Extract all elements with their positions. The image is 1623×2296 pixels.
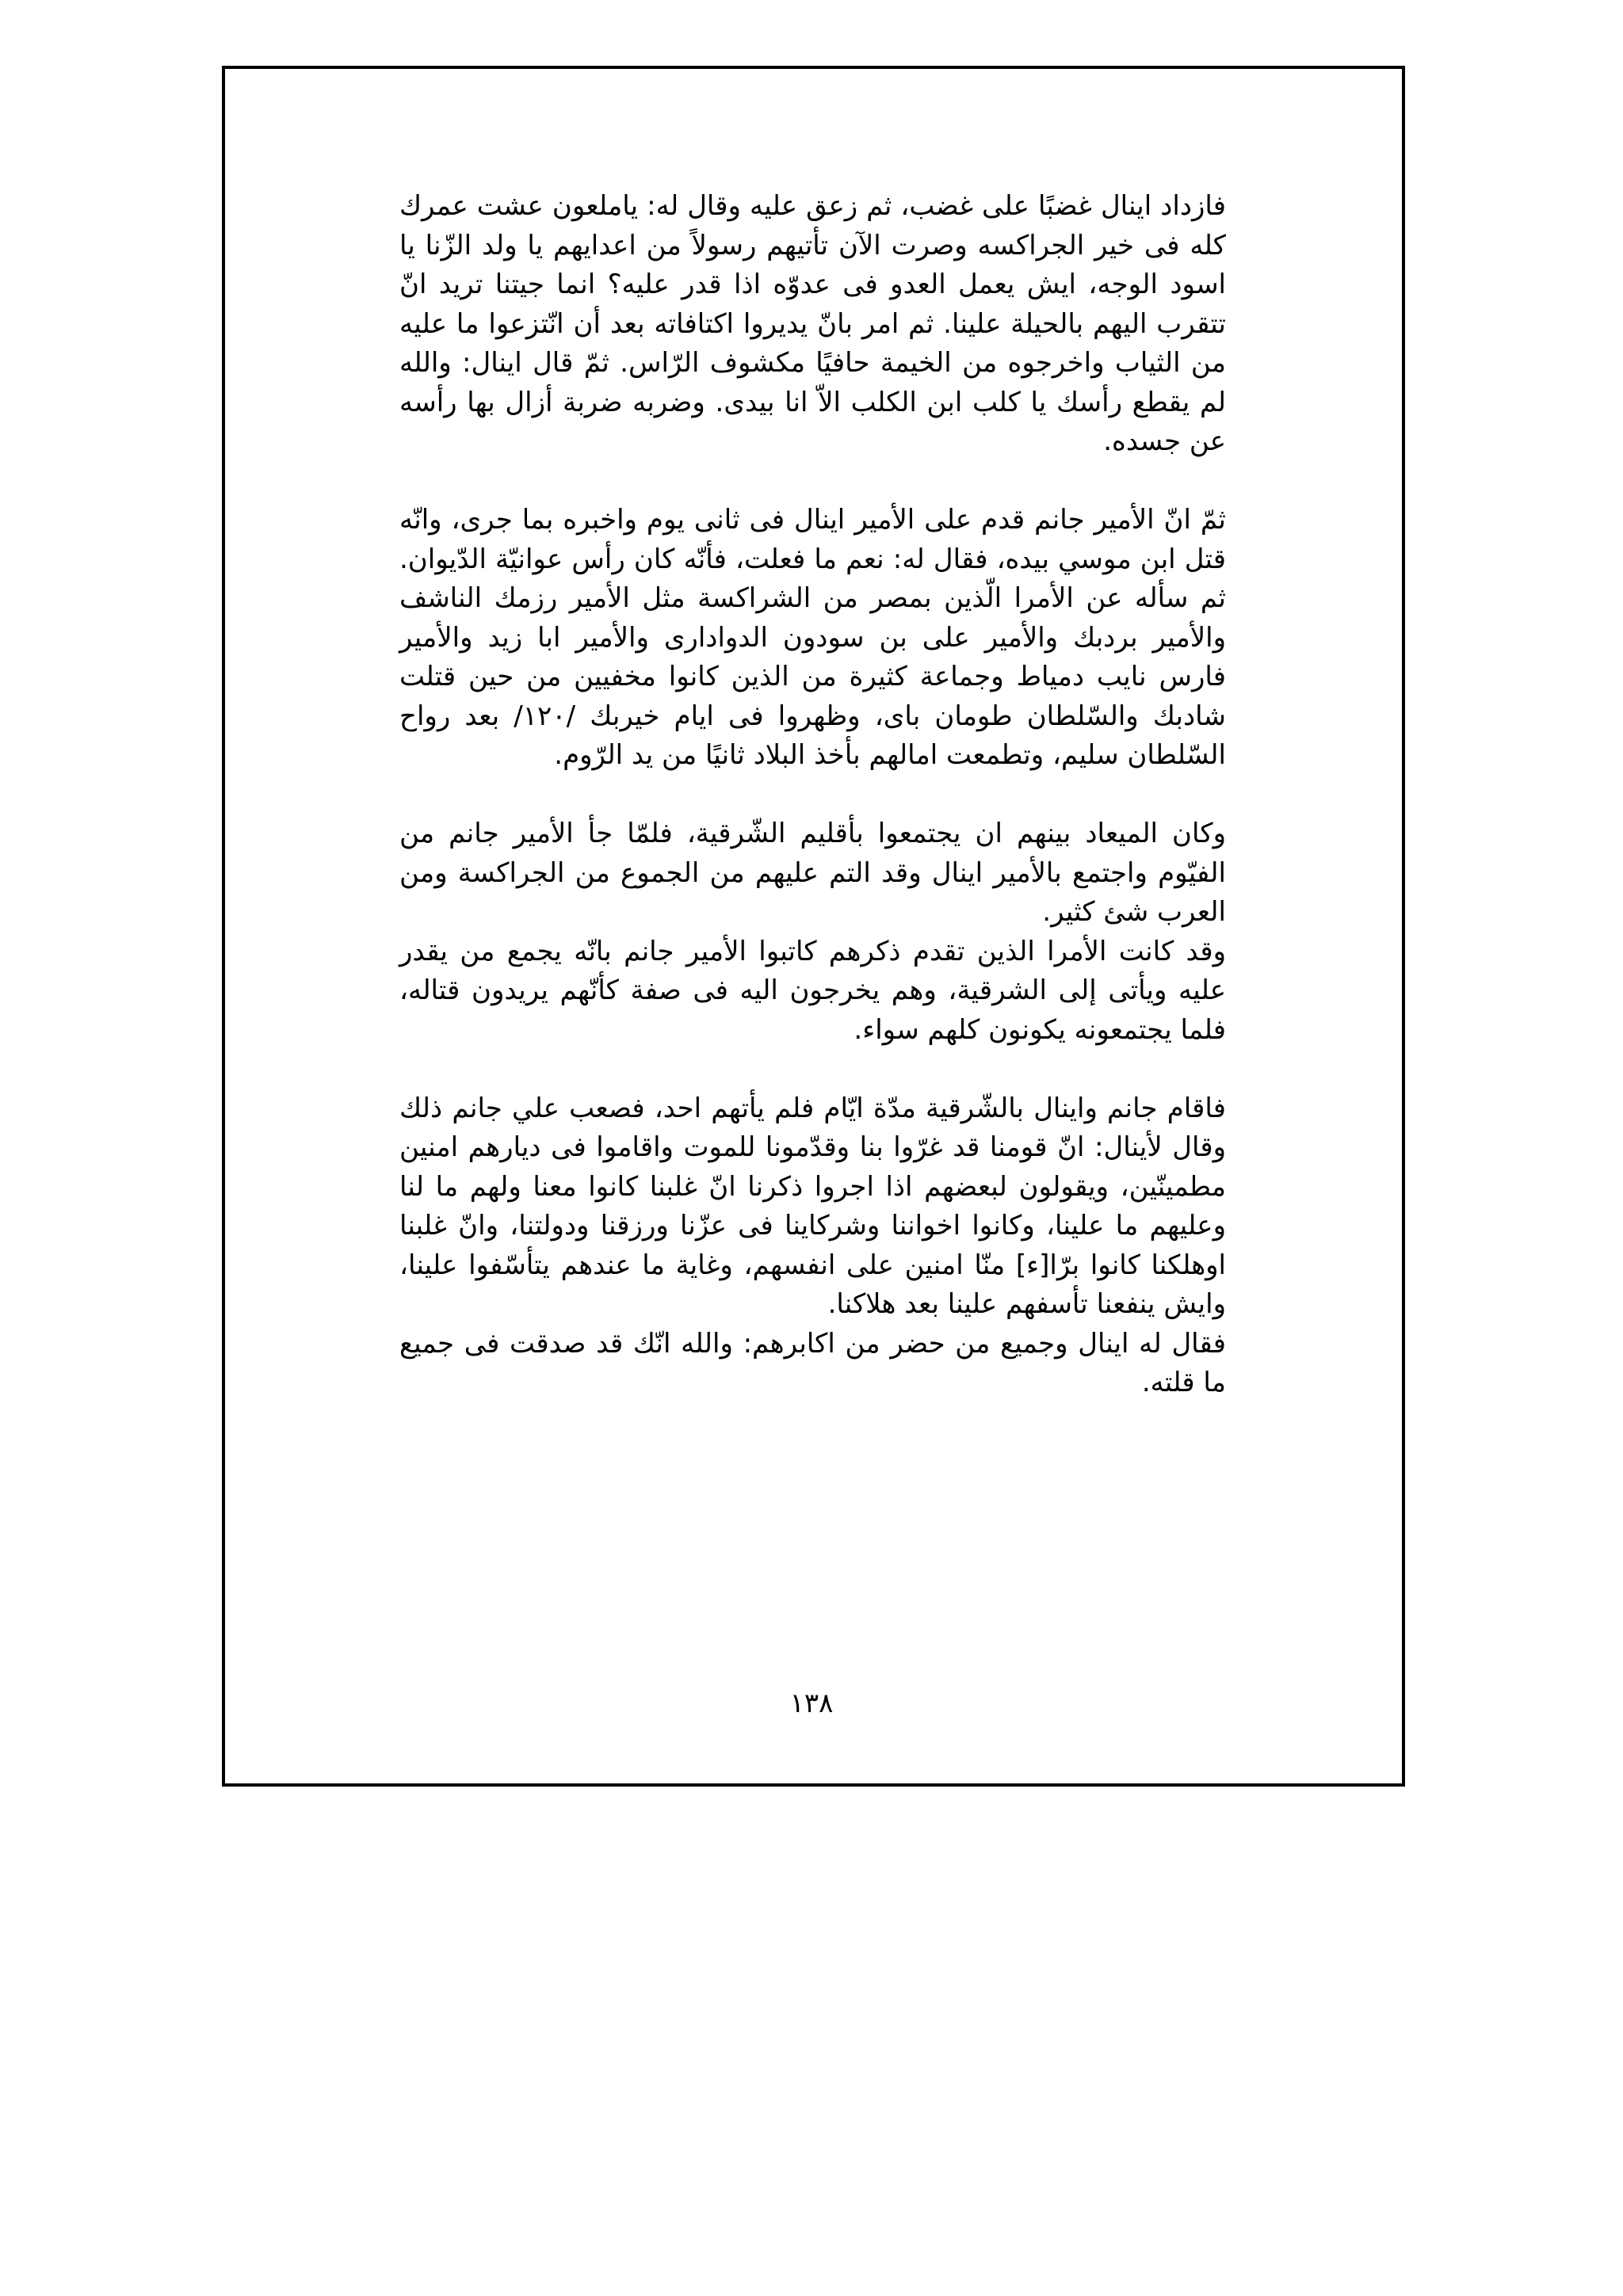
paragraph-gap	[399, 776, 1226, 815]
paragraph-gap	[399, 462, 1226, 502]
paragraph-1: فازداد اينال غضبًا على غضب، ثم زعق عليه وقال له: ياملعون عشت عمرك كله فى خير الجراكسه وصرت الآن تأتيهم رسولاً من اعدايهم يا ولد الزّنا يا اسود الوجه، ايش يعمل العدو فى عدوّه اذا قدر عليه؟ انما جيتنا تريد انّ تتقرب اليهم بالحيلة علينا. ثم امر بانّ يديروا اكتافاته بعد أن انّتزعوا ما عليه من الثياب واخرجوه من الخيمة حافيًا مكشوف الرّاس. ثمّ قال اينال: والله لم يقطع رأسك يا كلب ابن الكلب الاّ انا بيدى. وضربه ضربة أزال بها رأسه عن جسده.	[399, 190, 1226, 457]
paragraph-3: وكان الميعاد بينهم ان يجتمعوا بأقليم الشّرقية، فلمّا جأ الأمير جانم من الفيّوم واجتمع بالأمير اينال وقد التم عليهم من الجموع من الجراكسة ومن العرب شئ كثير.	[399, 818, 1226, 928]
paragraph-4: وقد كانت الأمرا الذين تقدم ذكرهم كاتبوا الأمير جانم بانّه يجمع من يقدر عليه ويأتى إلى الشرقية، وهم يخرجون اليه فى صفة كأنّهم يريدون قتاله، فلما يجتمعونه يكونون كلهم سواء.	[399, 935, 1226, 1046]
text-body	[399, 187, 1226, 1403]
paragraph-gap	[399, 1050, 1226, 1089]
paragraph-5: فاقام جانم واينال بالشّرقية مدّة ايّام فلم يأتهم احد، فصعب علي جانم ذلك وقال لأينال: انّ قومنا قد غرّوا بنا وقدّمونا للموت واقاموا فى ديارهم امنين مطمينّين، ويقولون لبعضهم اذا اجروا ذكرنا انّ غلبنا كانوا معنا ولهم ما لنا وعليهم ما علينا، وكانوا اخواننا وشركاينا فى عزّنا ورزقنا ودولتنا، وانّ غلبنا اوهلكنا كانوا برّا[ء] منّا امنين على انفسهم، وغاية ما عندهم يتأسّفوا علينا، وايش ينفعنا تأسفهم علينا بعد هلاكنا.	[399, 1092, 1226, 1320]
paragraph-6: فقال له اينال وجميع من حضر من اكابرهم: والله انّك قد صدقت فى جميع ما قلته.	[399, 1327, 1226, 1398]
paragraph-2: ثمّ انّ الأمير جانم قدم على الأمير اينال فى ثانى يوم واخبره بما جرى، وانّه قتل ابن موسي بيده، فقال له: نعم ما فعلت، فأنّه كان رأس عوانيّة الدّيوان. ثم سأله عن الأمرا الّذين بمصر من الشراكسة مثل الأمير رزمك الناشف والأمير بردبك والأمير على بن سودون الدوادارى والأمير ابا زيد والأمير فارس نايب دمياط وجماعة كثيرة من الذين كانوا مخفيين من حين قتلت شادبك والسّلطان طومان باى، وظهروا فى ايام خيربك /١٢٠/ بعد رواح السّلطان سليم، وتطمعت امالهم بأخذ البلاد ثانيًا من يد الرّوم.	[399, 504, 1227, 771]
page-number: ١٣٨	[789, 1688, 834, 1719]
